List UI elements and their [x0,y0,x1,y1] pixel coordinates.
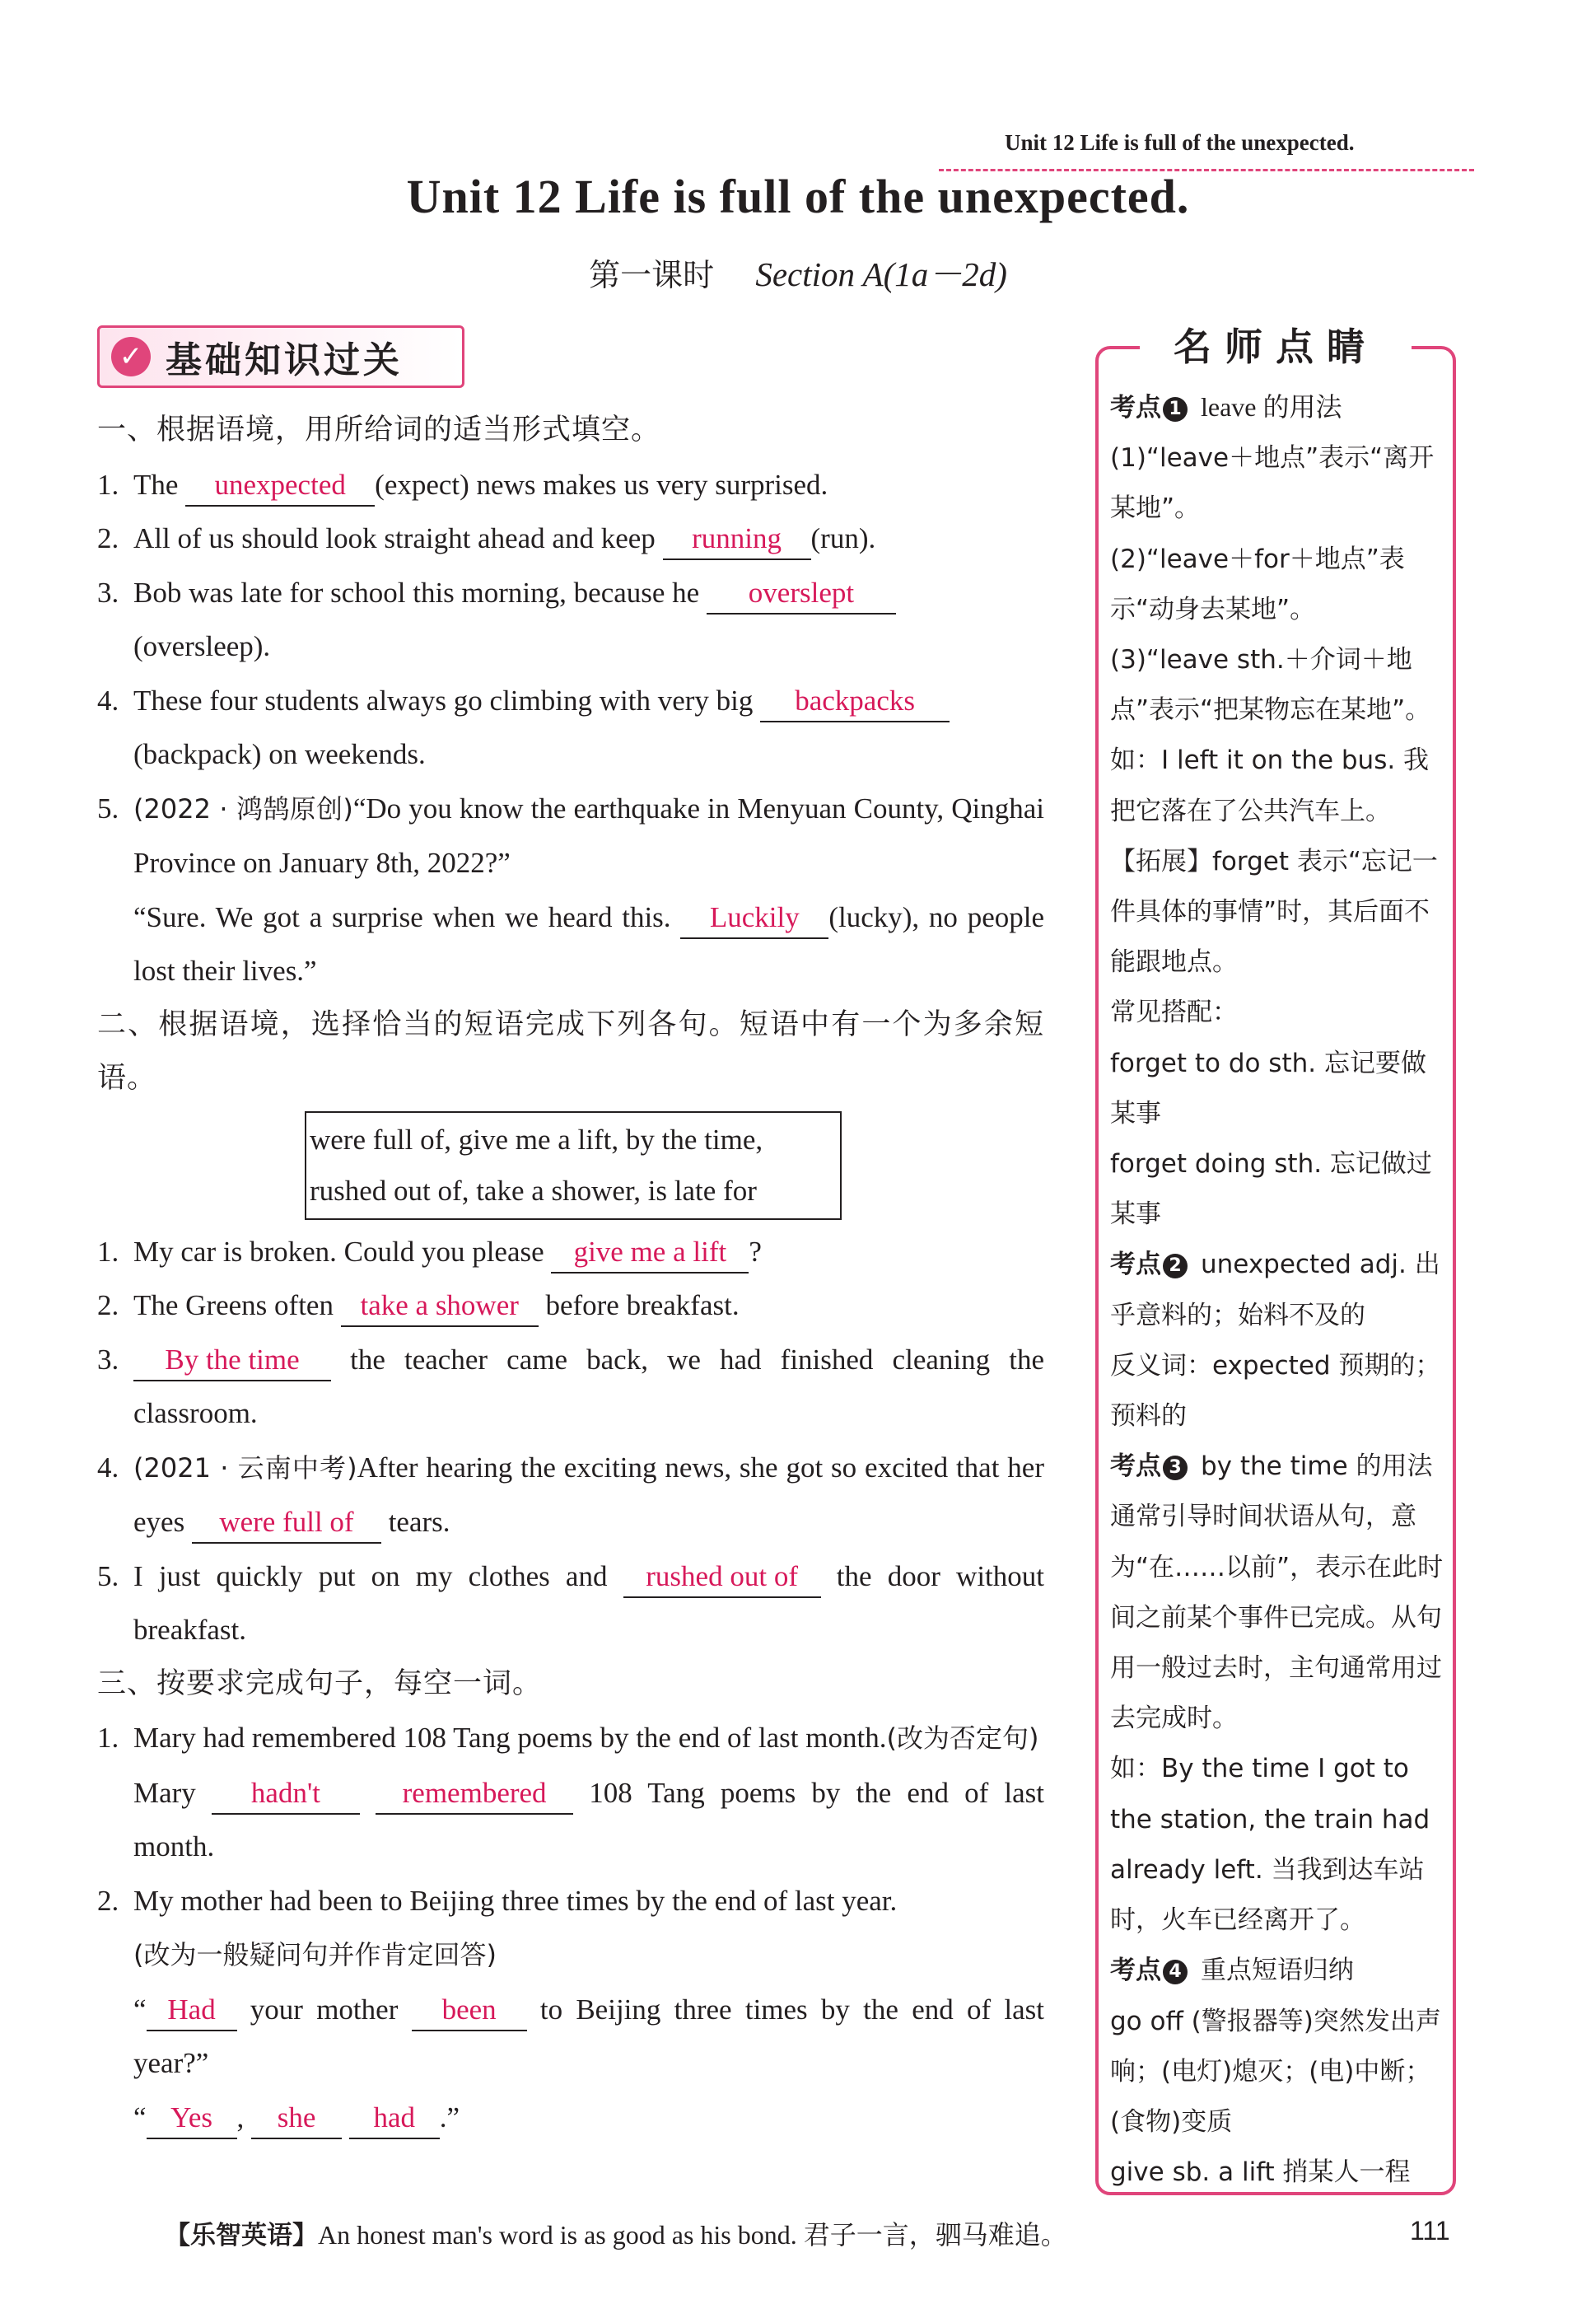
part3-question-1: 1. Mary had remembered 108 Tang poems by the end of last month.(改为否定句) [97,1722,1039,1754]
answer-blank[interactable]: she [251,2098,342,2139]
phrase-box [305,1111,842,1220]
exercise-column [97,404,1044,2144]
tips-title: 名师点睛 [1140,320,1412,374]
tip-text: (2)“leave＋for＋地点”表示“动身去某地”。 [1110,544,1405,624]
answer-blank[interactable]: unexpected [185,465,375,507]
part2-question-3: 3. By the time the teacher came back, we had finished cleaning the classroom. [97,1333,1044,1441]
answer-blank[interactable]: By the time [133,1340,331,1381]
page-number: 111 [1410,2216,1450,2246]
part1-question-4: 4. These four students always go climbing with very big backpacks (backpack) on weekends. [97,674,1044,782]
phrase-line-2: rushed out of, take a shower, is late for [310,1174,757,1207]
tip-phrase: go off (警报器等)突然发出声响；(电灯)熄灭；(电)中断；(食物)变质 [1110,2006,1441,2137]
answer-blank[interactable]: Yes [147,2098,237,2139]
answer-blank[interactable]: take a shower [341,1286,539,1327]
part2-question-1: 1. My car is broken. Could you please give me a lift ? [97,1225,1044,1279]
part1-question-2: 2. All of us should look straight ahead and keep running (run). [97,512,1044,566]
answer-blank[interactable]: give me a lift [551,1232,749,1274]
part3-answer-2-reply: “ Yes , she had .” [97,2091,1044,2145]
page-title: Unit 12 Life is full of the unexpected. [406,170,1190,223]
part3-answer-2: “ Had your mother been to Beijing three times by the end of last year?” [97,1983,1044,2091]
part1-question-3: 3. Bob was late for school this morning, because he overslept (oversleep). [97,566,1044,674]
part2-question-2: 2. The Greens often take a shower before breakfast. [97,1278,1044,1333]
tip-text: (3)“leave sth.＋介词＋地点”表示“把某物忘在某地”。 [1110,645,1431,726]
tip-collocation: forget doing sth. 忘记做过某事 [1110,1149,1432,1230]
tip-phrase: give sb. a lift 捎某人一程 [1110,2157,1411,2188]
section-banner [97,325,464,388]
footer-brand: 【乐智英语】 [165,2221,318,2250]
banner-label: 基础知识过关 [166,339,403,381]
teacher-tips-panel [1095,325,1456,2195]
answer-blank[interactable]: Luckily [680,898,828,939]
answer-blank[interactable]: had [349,2098,440,2139]
part1-question-5-reply: “Sure. We got a surprise when we heard this. Luckily (lucky), no people lost their lives.” [97,890,1044,998]
part2-question-5: 5. I just quickly put on my clothes and rushed out of the door without breakfast. [97,1549,1044,1657]
lesson-subtitle [0,247,1596,296]
footer-text: An honest man's word is as good as his bond. 君子一言，驷马难追。 [318,2220,1067,2250]
answer-blank[interactable]: rushed out of [623,1557,821,1598]
key-point-4: 考点 4 重点短语归纳 [1110,1956,1354,1986]
tip-text: 反义词：expected 预期的；预料的 [1110,1350,1441,1432]
footer-saying [165,2214,1067,2252]
part1-heading: 一、根据语境，用所给词的适当形式填空。 [97,414,661,446]
phrase-line-1: were full of, give me a lift, by the time, [310,1123,763,1156]
part2-question-4: 4. (2021 · 云南中考)After hearing the exciting news, she got so excited that her eyes were full of tears. [97,1441,1044,1549]
tips-body [1110,382,1444,2198]
running-header: Unit 12 Life is full of the unexpected. [1005,130,1355,155]
answer-blank[interactable]: overslept [707,573,896,615]
tip-example: 如：I left it on the bus. 我把它落在了公共汽车上。 [1110,745,1430,826]
answer-blank[interactable]: Had [147,1990,237,2031]
tip-example: 如：By the time I got to the station, the train had already left. 当我到达车站时，火车已经离开了。 [1110,1754,1430,1936]
number-badge-icon: 1 [1163,397,1188,422]
tip-text: (1)“leave＋地点”表示“离开某地”。 [1110,443,1435,524]
part3-answer-1: Mary hadn't remembered 108 Tang poems by the end of last month. [97,1766,1044,1874]
part1-question-5: 5. (2022 · 鸿鹄原创)“Do you know the earthquake in Menyuan County, Qinghai Province on January 8th, 2022?” [97,792,1044,879]
tip-text: 通常引导时间状语从句，意为“在……以前”，表示在此时间之前某个事件已完成。从句用一般过去时，主句通常用过去完成时。 [1110,1502,1444,1734]
key-point-1: 考点 1 leave 的用法 [1110,392,1342,423]
number-badge-icon: 3 [1163,1456,1188,1480]
section-label: Section A(1a－2d) [755,255,1007,293]
answer-blank[interactable]: hadn't [212,1774,360,1815]
answer-blank[interactable]: running [663,519,811,560]
tip-collocation: forget to do sth. 忘记要做某事 [1110,1048,1426,1129]
key-point-3: 考点 3 by the time 的用法 [1110,1451,1433,1482]
number-badge-icon: 2 [1163,1254,1188,1278]
tip-text: 常见搭配： [1110,998,1238,1028]
part3-question-2: 2. My mother had been to Beijing three times by the end of last year. (改为一般疑问句并作肯定回答) [97,1884,898,1970]
answer-blank[interactable]: were full of [192,1503,381,1544]
part1-question-1: 1. The unexpected (expect) news makes us very surprised. [97,458,1044,512]
number-badge-icon: 4 [1163,1960,1188,1984]
tip-extension: 【拓展】forget 表示“忘记一件具体的事情”时，其后面不能跟地点。 [1110,846,1438,978]
lesson-label: 第一课时 [589,257,715,293]
part3-heading: 三、按要求完成句子，每空一词。 [97,1666,543,1700]
check-heart-icon: ✓ [111,337,151,376]
answer-blank[interactable]: been [412,1990,527,2031]
key-point-2: 考点 2 unexpected adj. 出乎意料的；始料不及的 [1110,1250,1440,1330]
part2-heading: 二、根据语境，选择恰当的短语完成下列各句。短语中有一个为多余短语。 [97,1007,1044,1095]
answer-blank[interactable]: backpacks [760,681,950,722]
answer-blank[interactable]: remembered [376,1774,573,1815]
